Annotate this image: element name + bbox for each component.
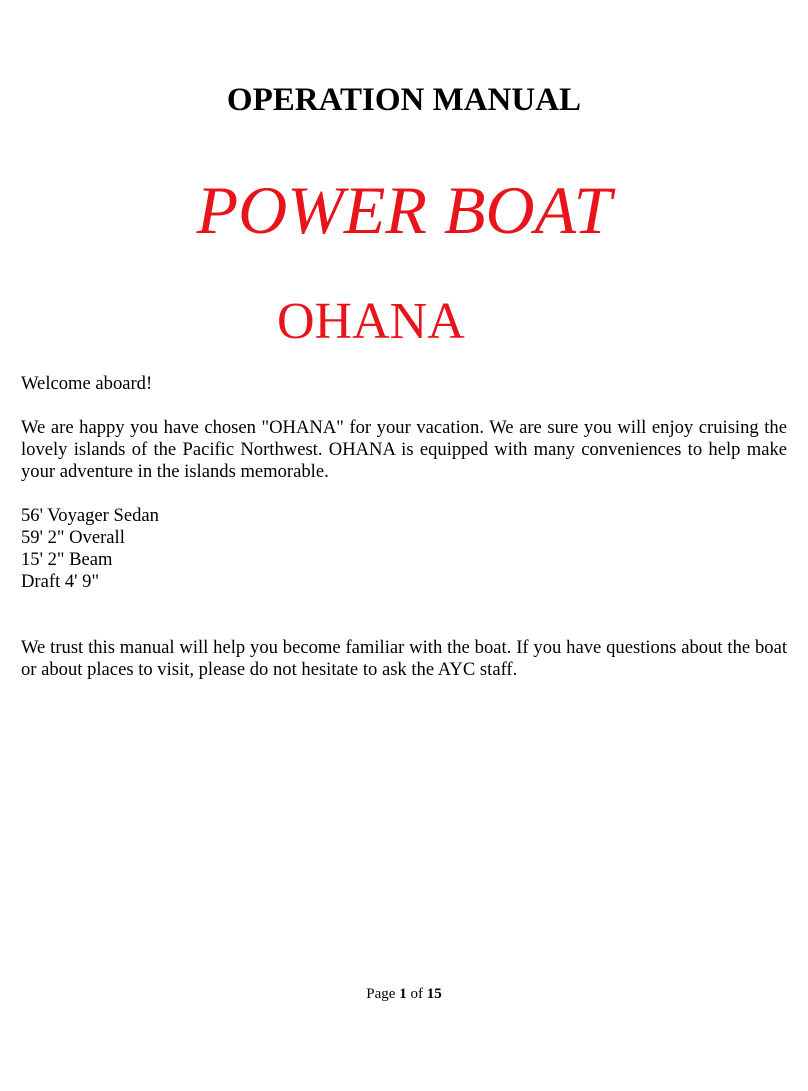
page-footer <box>0 985 808 1003</box>
document-subtitle: POWER BOAT <box>196 172 612 248</box>
closing-paragraph: We trust this manual will help you become familiar with the boat. If you have questions about the boat or about places to visit, please do not hesitate to ask the AYC staff. <box>21 637 787 680</box>
spec-draft: Draft 4' 9" <box>21 571 100 592</box>
spec-model: 56' Voyager Sedan <box>21 505 159 526</box>
page-total: 15 <box>426 986 442 1002</box>
intro-paragraph: We are happy you have chosen "OHANA" for your vacation. We are sure you will enjoy cruising the lovely islands of the Pacific Northwest. OHANA is equipped with many conveniences to help make your adventure in the islands memorable. <box>21 417 787 482</box>
page-prefix: Page <box>366 986 396 1002</box>
page-of-label: of <box>410 986 423 1002</box>
document-title: OPERATION MANUAL <box>226 82 582 118</box>
page-number: 1 <box>399 986 407 1002</box>
boat-specs <box>21 505 787 593</box>
spec-beam: 15' 2" Beam <box>21 549 113 570</box>
body-content <box>21 373 787 681</box>
boat-name: OHANA <box>277 293 465 350</box>
spacer <box>21 593 787 637</box>
spec-overall-length: 59' 2" Overall <box>21 527 125 548</box>
welcome-text: Welcome aboard! <box>21 373 153 394</box>
